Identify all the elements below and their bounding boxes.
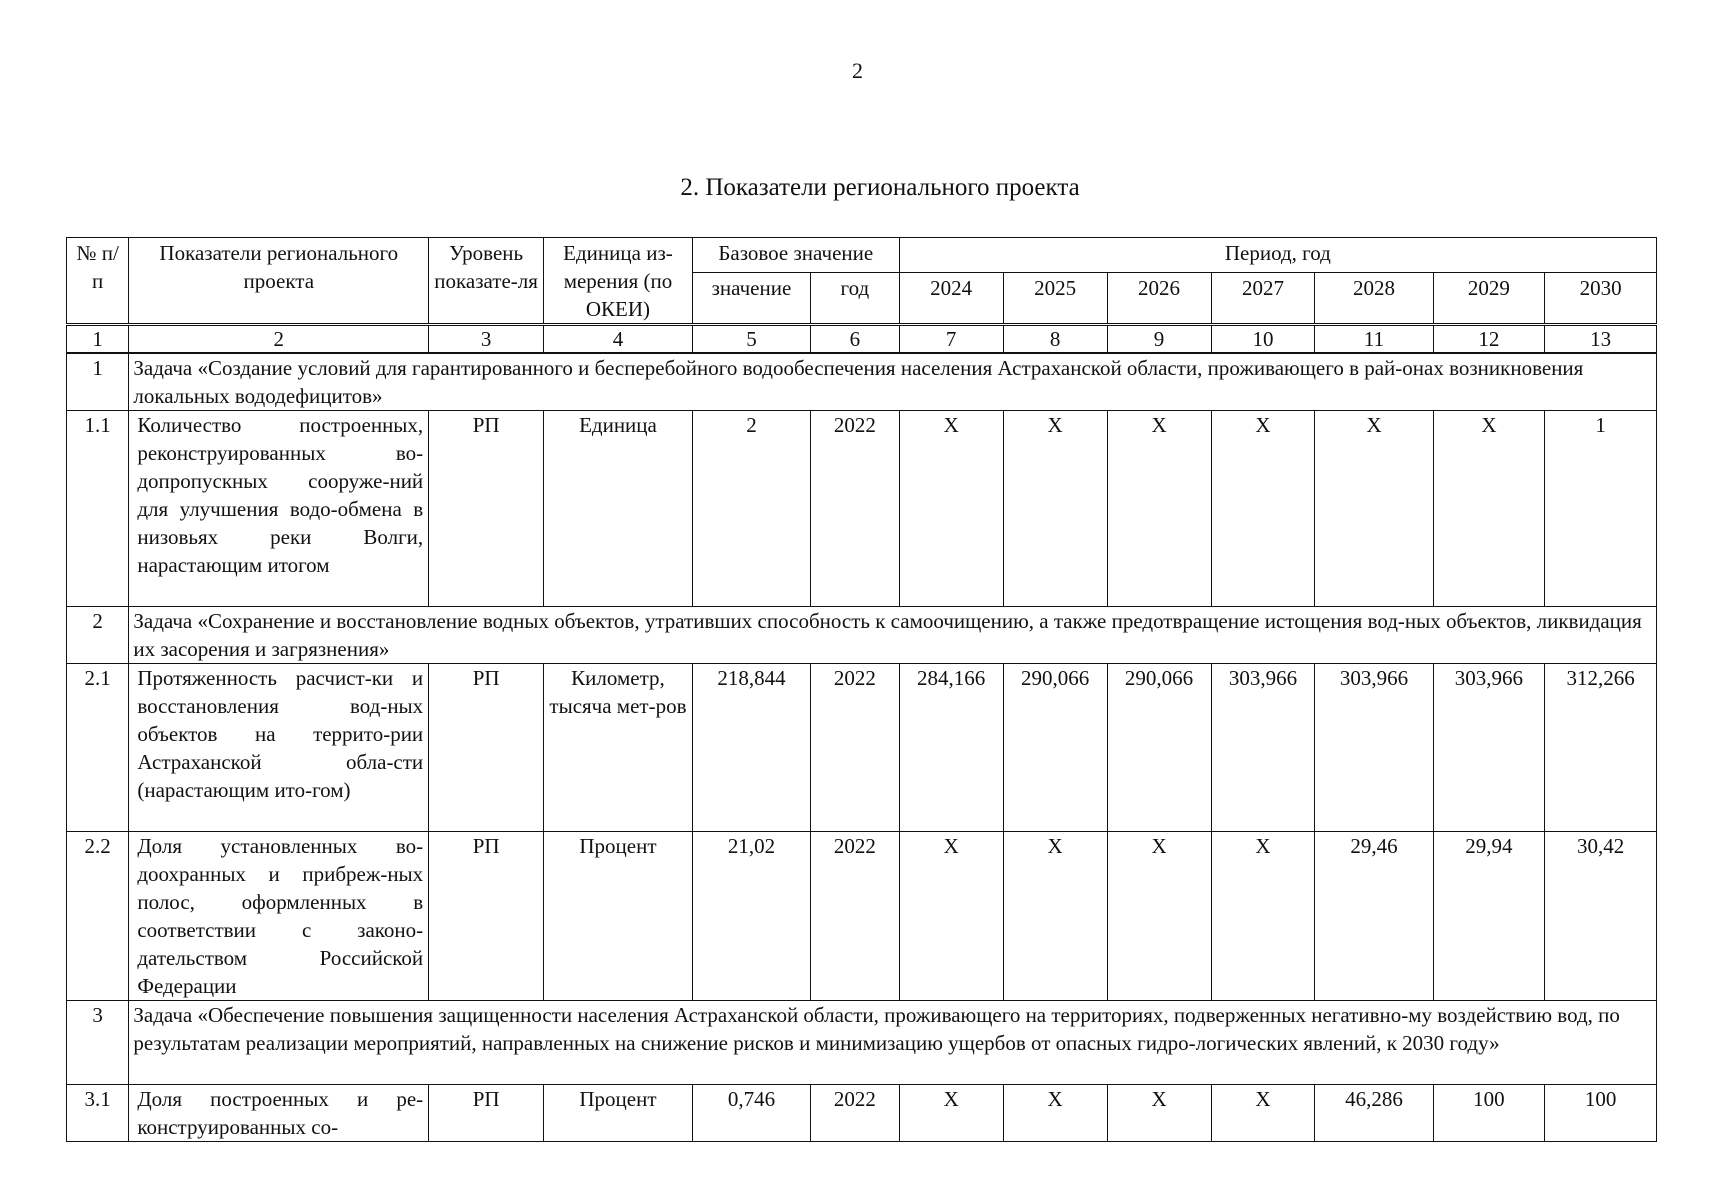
indicator-level: РП bbox=[429, 411, 544, 607]
column-number: 9 bbox=[1107, 325, 1211, 354]
column-number: 1 bbox=[67, 325, 129, 354]
column-number: 13 bbox=[1545, 325, 1657, 354]
year-value: 100 bbox=[1545, 1085, 1657, 1142]
header-indicator: Показатели регионального проекта bbox=[129, 238, 429, 325]
task-row bbox=[67, 607, 1657, 664]
task-number: 2 bbox=[67, 607, 129, 664]
indicator-unit: Процент bbox=[544, 1085, 693, 1142]
header-unit: Единица из-мерения (по ОКЕИ) bbox=[544, 238, 693, 325]
year-value: X bbox=[1003, 832, 1107, 1001]
year-value: 100 bbox=[1433, 1085, 1545, 1142]
task-text: Задача «Обеспечение повышения защищенности населения Астраханской области, проживающего на территориях, подверженных негативно-му воздействию вод, по результатам реализации мероприятий, направленных на снижение рисков и минимизацию ущербов от опасных гидро-логических явлений, к 2030 году» bbox=[129, 1001, 1657, 1085]
header-base: Базовое значение bbox=[692, 238, 899, 273]
indicator-number: 3.1 bbox=[67, 1085, 129, 1142]
year-value: X bbox=[1211, 411, 1315, 607]
indicator-row bbox=[67, 1085, 1657, 1142]
column-number: 4 bbox=[544, 325, 693, 354]
column-number: 3 bbox=[429, 325, 544, 354]
header-year: 2024 bbox=[899, 273, 1003, 325]
indicator-unit: Процент bbox=[544, 832, 693, 1001]
year-value: 29,46 bbox=[1315, 832, 1433, 1001]
indicator-number: 2.1 bbox=[67, 664, 129, 832]
task-text: Задача «Создание условий для гарантированного и бесперебойного водообеспечения населения Астраханской области, проживающего в рай-онах возникновения локальных вододефицитов» bbox=[129, 353, 1657, 411]
year-value: 46,286 bbox=[1315, 1085, 1433, 1142]
year-value: 303,966 bbox=[1315, 664, 1433, 832]
section-title: 2. Показатели регионального проекта bbox=[680, 174, 1080, 201]
year-value: 29,94 bbox=[1433, 832, 1545, 1001]
task-number: 3 bbox=[67, 1001, 129, 1085]
column-number: 10 bbox=[1211, 325, 1315, 354]
header-num: № п/п bbox=[67, 238, 129, 325]
header-row-1 bbox=[67, 238, 1657, 273]
task-text: Задача «Сохранение и восстановление водных объектов, утративших способность к самоочищению, а также предотвращение истощения вод-ных объектов, ликвидация их засорения и загрязнения» bbox=[129, 607, 1657, 664]
base-year: 2022 bbox=[811, 411, 900, 607]
year-value: X bbox=[899, 411, 1003, 607]
indicator-level: РП bbox=[429, 832, 544, 1001]
header-base-year: год bbox=[811, 273, 900, 325]
year-value: 1 bbox=[1545, 411, 1657, 607]
header-year: 2027 bbox=[1211, 273, 1315, 325]
year-value: 290,066 bbox=[1107, 664, 1211, 832]
year-value: X bbox=[1315, 411, 1433, 607]
header-year: 2030 bbox=[1545, 273, 1657, 325]
column-number-row bbox=[67, 325, 1657, 354]
page-number: 2 bbox=[852, 58, 863, 83]
column-number: 2 bbox=[129, 325, 429, 354]
column-number: 8 bbox=[1003, 325, 1107, 354]
header-year: 2026 bbox=[1107, 273, 1211, 325]
base-year: 2022 bbox=[811, 832, 900, 1001]
column-number: 5 bbox=[692, 325, 810, 354]
base-value: 21,02 bbox=[692, 832, 810, 1001]
year-value: 30,42 bbox=[1545, 832, 1657, 1001]
year-value: X bbox=[1003, 411, 1107, 607]
indicator-row bbox=[67, 664, 1657, 832]
indicator-unit: Единица bbox=[544, 411, 693, 607]
year-value: X bbox=[899, 1085, 1003, 1142]
indicator-level: РП bbox=[429, 1085, 544, 1142]
base-value: 2 bbox=[692, 411, 810, 607]
indicator-name: Протяженность расчист-ки и восстановления вод-ных объектов на террито-рии Астраханской обла-сти (нарастающим ито-гом) bbox=[129, 664, 429, 832]
year-value: 303,966 bbox=[1211, 664, 1315, 832]
column-number: 7 bbox=[899, 325, 1003, 354]
indicator-number: 2.2 bbox=[67, 832, 129, 1001]
year-value: 284,166 bbox=[899, 664, 1003, 832]
header-year: 2029 bbox=[1433, 273, 1545, 325]
indicator-name: Доля установленных во-доохранных и прибреж-ных полос, оформленных в соответствии с законо-дательством Российской Федерации bbox=[129, 832, 429, 1001]
year-value: X bbox=[1107, 411, 1211, 607]
year-value: 290,066 bbox=[1003, 664, 1107, 832]
task-number: 1 bbox=[67, 353, 129, 411]
task-row bbox=[67, 1001, 1657, 1085]
base-year: 2022 bbox=[811, 1085, 900, 1142]
header-period: Период, год bbox=[899, 238, 1656, 273]
header-year: 2028 bbox=[1315, 273, 1433, 325]
year-value: 312,266 bbox=[1545, 664, 1657, 832]
year-value: 303,966 bbox=[1433, 664, 1545, 832]
year-value: X bbox=[1433, 411, 1545, 607]
year-value: X bbox=[1107, 1085, 1211, 1142]
task-row bbox=[67, 353, 1657, 411]
year-value: X bbox=[1107, 832, 1211, 1001]
indicator-name: Количество построенных, реконструированных во-допропускных сооруже-ний для улучшения водо-обмена в низовьях реки Волги, нарастающим итогом bbox=[129, 411, 429, 607]
year-value: X bbox=[899, 832, 1003, 1001]
indicator-name: Доля построенных и ре-конструированных со- bbox=[129, 1085, 429, 1142]
header-year: 2025 bbox=[1003, 273, 1107, 325]
year-value: X bbox=[1211, 832, 1315, 1001]
base-value: 0,746 bbox=[692, 1085, 810, 1142]
indicator-level: РП bbox=[429, 664, 544, 832]
column-number: 6 bbox=[811, 325, 900, 354]
base-value: 218,844 bbox=[692, 664, 810, 832]
year-value: X bbox=[1211, 1085, 1315, 1142]
indicator-number: 1.1 bbox=[67, 411, 129, 607]
indicator-row bbox=[67, 832, 1657, 1001]
header-base-value: значение bbox=[692, 273, 810, 325]
header-level: Уровень показате-ля bbox=[429, 238, 544, 325]
indicator-unit: Километр, тысяча мет-ров bbox=[544, 664, 693, 832]
indicators-table bbox=[66, 237, 1657, 1142]
year-value: X bbox=[1003, 1085, 1107, 1142]
base-year: 2022 bbox=[811, 664, 900, 832]
column-number: 12 bbox=[1433, 325, 1545, 354]
column-number: 11 bbox=[1315, 325, 1433, 354]
indicator-row bbox=[67, 411, 1657, 607]
